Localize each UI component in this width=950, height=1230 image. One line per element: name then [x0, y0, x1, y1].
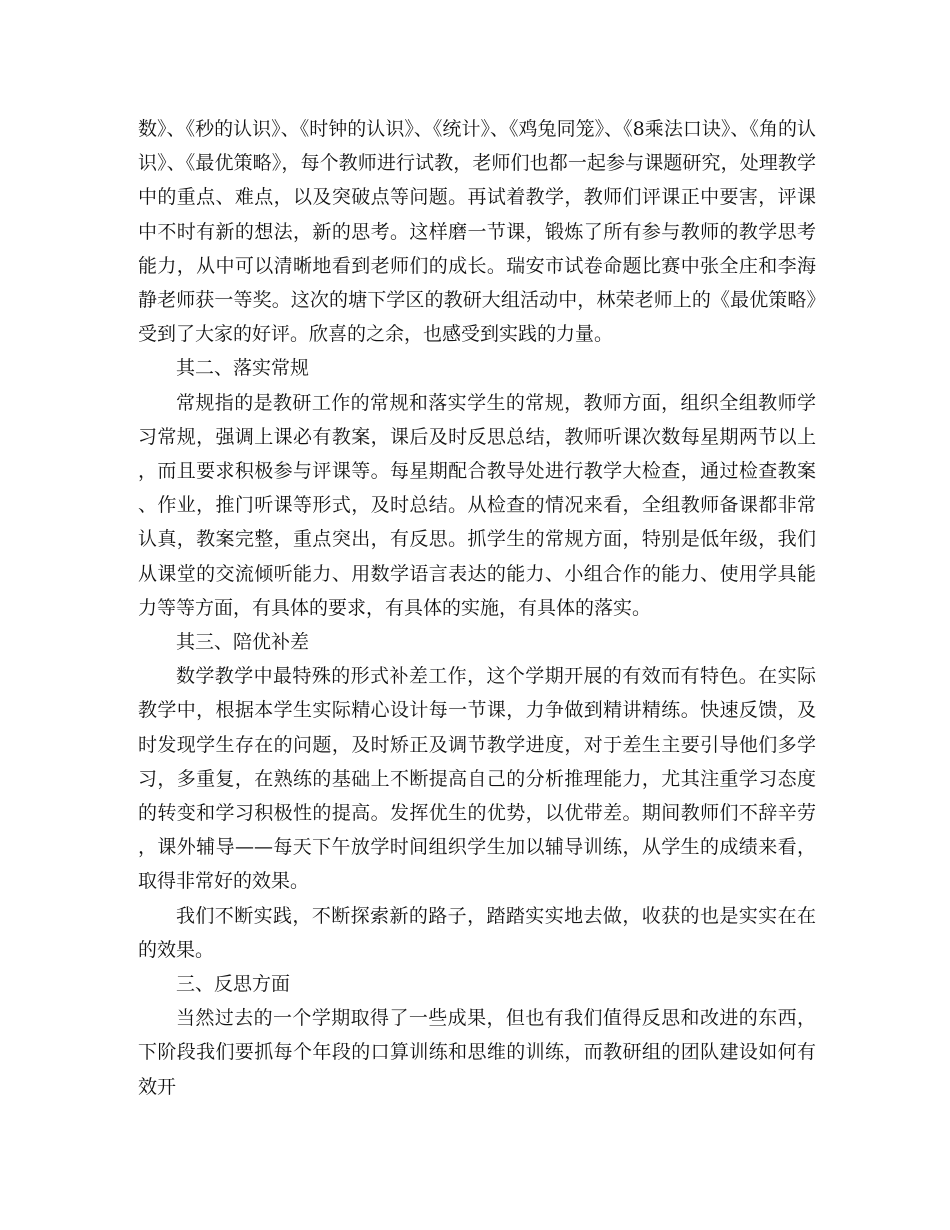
section-heading-tutoring: 其三、陪优补差 — [176, 631, 310, 654]
document-body — [138, 112, 816, 1104]
paragraph-routine: 常规指的是教研工作的常规和落实学生的常规，教师方面，组织全组教师学习常规，强调上课必有教案，课后及时反思总结，教师听课次数每星期两节以上，而且要求积极参与评课等。每星期配合教导处进行教学大检查，通过检查教案、作业，推门听课等形式，及时总结。从检查的情况来看，全组教师备课都非常认真，教案完整，重点突出，有反思。抓学生的常规方面，特别是低年级，我们从课堂的交流倾听能力、用数学语言表达的能力、小组合作的能力、使用学具能力等等方面，有具体的要求，有具体的实施，有具体的落实。 — [138, 391, 816, 619]
paragraph-tutoring: 数学教学中最特殊的形式补差工作，这个学期开展的有效而有特色。在实际教学中，根据本学生实际精心设计每一节课，力争做到精讲精练。快速反馈，及时发现学生存在的问题，及时矫正及调节教学进度，对于差生主要引导他们多学习，多重复，在熟练的基础上不断提高自己的分析推理能力，尤其注重学习态度的转变和学习积极性的提高。发挥优生的优势，以优带差。期间教师们不辞辛劳，课外辅导——每天下午放学时间组织学生加以辅导训练，从学生的成绩来看，取得非常好的效果。 — [138, 665, 816, 893]
paragraph-continuation: 数》、《秒的认识》、《时钟的认识》、《统计》、《鸡兔同笼》、《8乘法口诀》、《角的认识》、《最优策略》，每个教师进行试教，老师们也都一起参与课题研究，处理教学中的重点、难点，以及突破点等问题。再试着教学，教师们评课正中要害，评课中不时有新的想法，新的思考。这样磨一节课，锻炼了所有参与教师的教学思考能力，从中可以清晰地看到老师们的成长。瑞安市试卷命题比赛中张全庄和李海静老师获一等奖。这次的塘下学区的教研大组活动中，林荣老师上的《最优策略》受到了大家的好评。欣喜的之余，也感受到实践的力量。 — [138, 118, 816, 346]
paragraph-reflection: 当然过去的一个学期取得了一些成果，但也有我们值得反思和改进的东西，下阶段我们要抓每个年段的口算训练和思维的训练，而教研组的团队建设如何有效开 — [138, 1007, 816, 1098]
paragraph-practice: 我们不断实践，不断探索新的路子，踏踏实实地去做，收获的也是实实在在的效果。 — [138, 904, 816, 961]
section-heading-routine: 其二、落实常规 — [176, 357, 310, 380]
section-heading-reflection: 三、反思方面 — [176, 973, 291, 996]
